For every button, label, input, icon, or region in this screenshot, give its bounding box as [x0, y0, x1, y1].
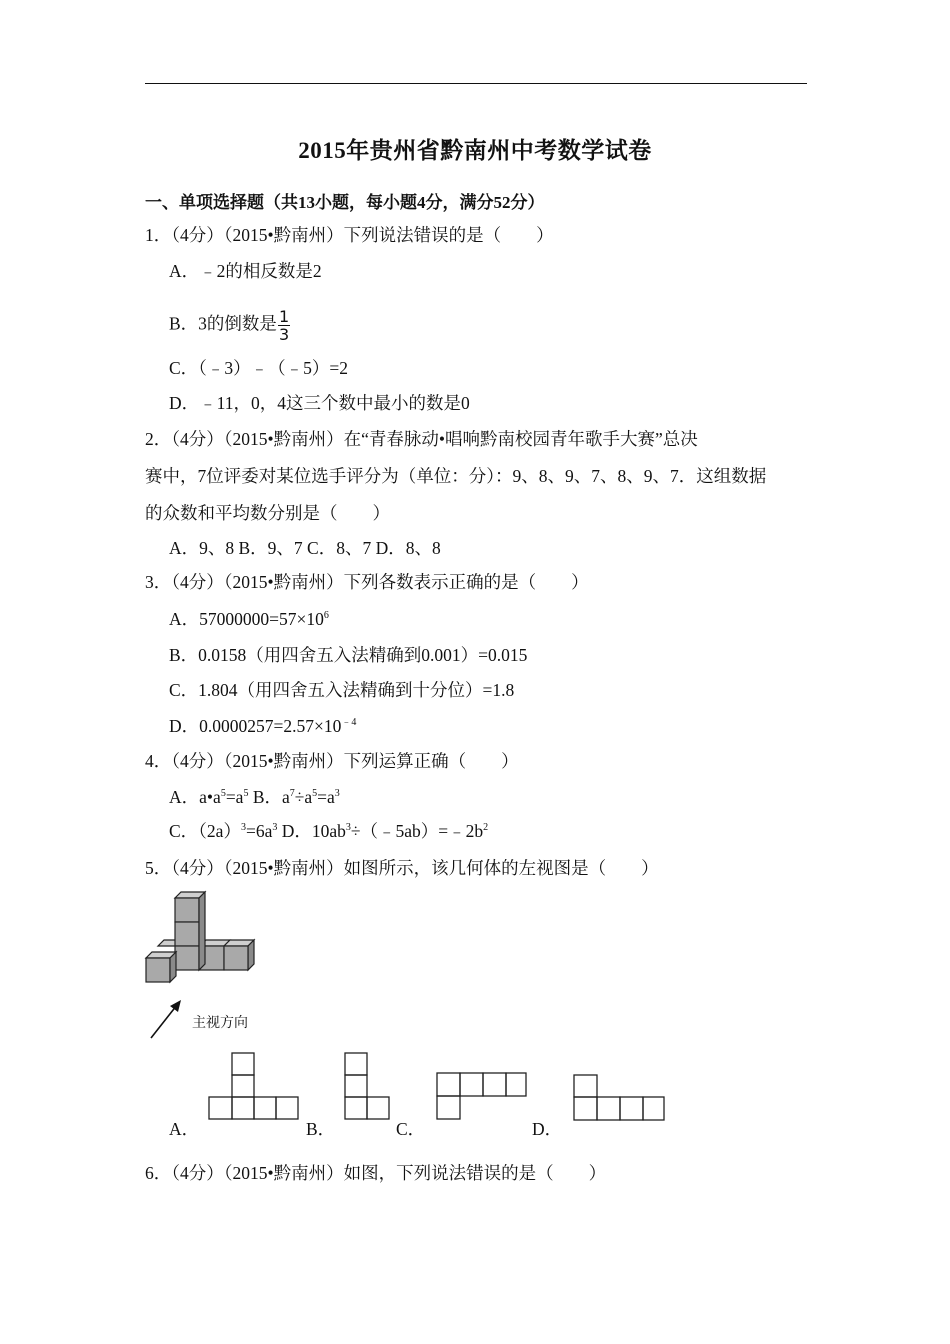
question-5-label-b: B．: [306, 1119, 336, 1139]
math-text: D．10ab: [277, 821, 346, 841]
question-5-label-a: A．: [169, 1119, 200, 1139]
option-d-view: [571, 1072, 667, 1124]
question-5-label-d: D．: [532, 1119, 563, 1139]
question-3-stem: 3．（4分）（2015•黔南州）下列各数表示正确的是（ ）: [145, 572, 589, 592]
math-text: ÷（﹣5ab）=﹣2b: [350, 821, 484, 841]
section-heading: 一、单项选择题（共13小题，每小题4分，满分52分）: [145, 193, 545, 212]
option-b-text: B．3的倒数是: [169, 313, 277, 334]
question-4-options-cd: [169, 819, 488, 843]
option-b-view: [341, 1050, 393, 1122]
option-text: D．0.0000257=2.57×10: [169, 716, 342, 736]
exponent: 3: [334, 788, 340, 799]
exponent: 5: [220, 788, 226, 799]
page-title: 2015年贵州省黔南州中考数学试卷: [298, 138, 652, 163]
exponent: 5: [312, 788, 318, 799]
math-text: C．（2a）: [169, 821, 241, 841]
question-2-options: A．9、8 B．9、7 C．8、7 D．8、8: [169, 538, 441, 558]
option-a-view: [205, 1050, 300, 1122]
exponent: 7: [289, 788, 295, 799]
math-text: =6a: [245, 821, 273, 841]
question-1-option-d: D．﹣11，0，4这三个数中最小的数是0: [169, 393, 470, 413]
question-2-stem-line-2: 赛中，7位评委对某位选手评分为（单位：分）：9、8、9、7、8、9、7．这组数据: [145, 466, 767, 486]
math-text: =a: [317, 787, 335, 807]
math-text: A．a•a: [169, 787, 221, 807]
question-3-option-c: C．1.804（用四舍五入法精确到十分位）=1.8: [169, 680, 515, 700]
question-5-label-c: C．: [396, 1119, 426, 1139]
solid-figure: [140, 888, 270, 998]
question-5-stem: 5．（4分）（2015•黔南州）如图所示，该几何体的左视图是（ ）: [145, 858, 659, 878]
header-rule: [145, 83, 807, 84]
exponent: 5: [243, 788, 249, 799]
option-c-view: [434, 1070, 529, 1122]
question-6-stem: 6．（4分）（2015•黔南州）如图，下列说法错误的是（ ）: [145, 1163, 607, 1183]
fraction-numerator: 1: [278, 307, 290, 326]
question-1-stem: 1．（4分）（2015•黔南州）下列说法错误的是（ ）: [145, 225, 554, 245]
question-3-option-d: [169, 714, 356, 738]
math-text: B．a: [248, 787, 290, 807]
exponent: ﹣4: [341, 717, 357, 728]
fraction-denominator: 3: [278, 325, 290, 344]
fraction-one-third: [278, 308, 290, 343]
question-3-option-a: [169, 607, 329, 631]
question-1-option-a: A．﹣2的相反数是2: [169, 261, 322, 281]
question-2-stem-line-3: 的众数和平均数分别是（ ）: [145, 503, 390, 523]
view-direction-arrow-icon: [145, 995, 190, 1043]
math-text: =a: [225, 787, 244, 807]
exponent: 3: [345, 822, 351, 833]
question-4-stem: 4．（4分）（2015•黔南州）下列运算正确（ ）: [145, 751, 519, 771]
question-2-stem-line-1: 2．（4分）（2015•黔南州）在“青春脉动•唱响黔南校园青年歌手大赛”总决: [145, 429, 698, 449]
question-3-option-b: B．0.0158（用四舍五入法精确到0.001）=0.015: [169, 645, 528, 665]
question-1-option-c: C．（﹣3）﹣（﹣5）=2: [169, 358, 349, 378]
question-4-options-ab: [169, 785, 340, 809]
exponent: 2: [483, 822, 489, 833]
question-1-option-b: [169, 308, 290, 343]
exponent: 3: [272, 822, 278, 833]
option-text: A．57000000=57×10: [169, 609, 324, 629]
math-text: ÷a: [294, 787, 313, 807]
view-direction-label: 主视方向: [192, 1015, 248, 1031]
exponent: 6: [323, 610, 329, 621]
exponent: 3: [240, 822, 246, 833]
